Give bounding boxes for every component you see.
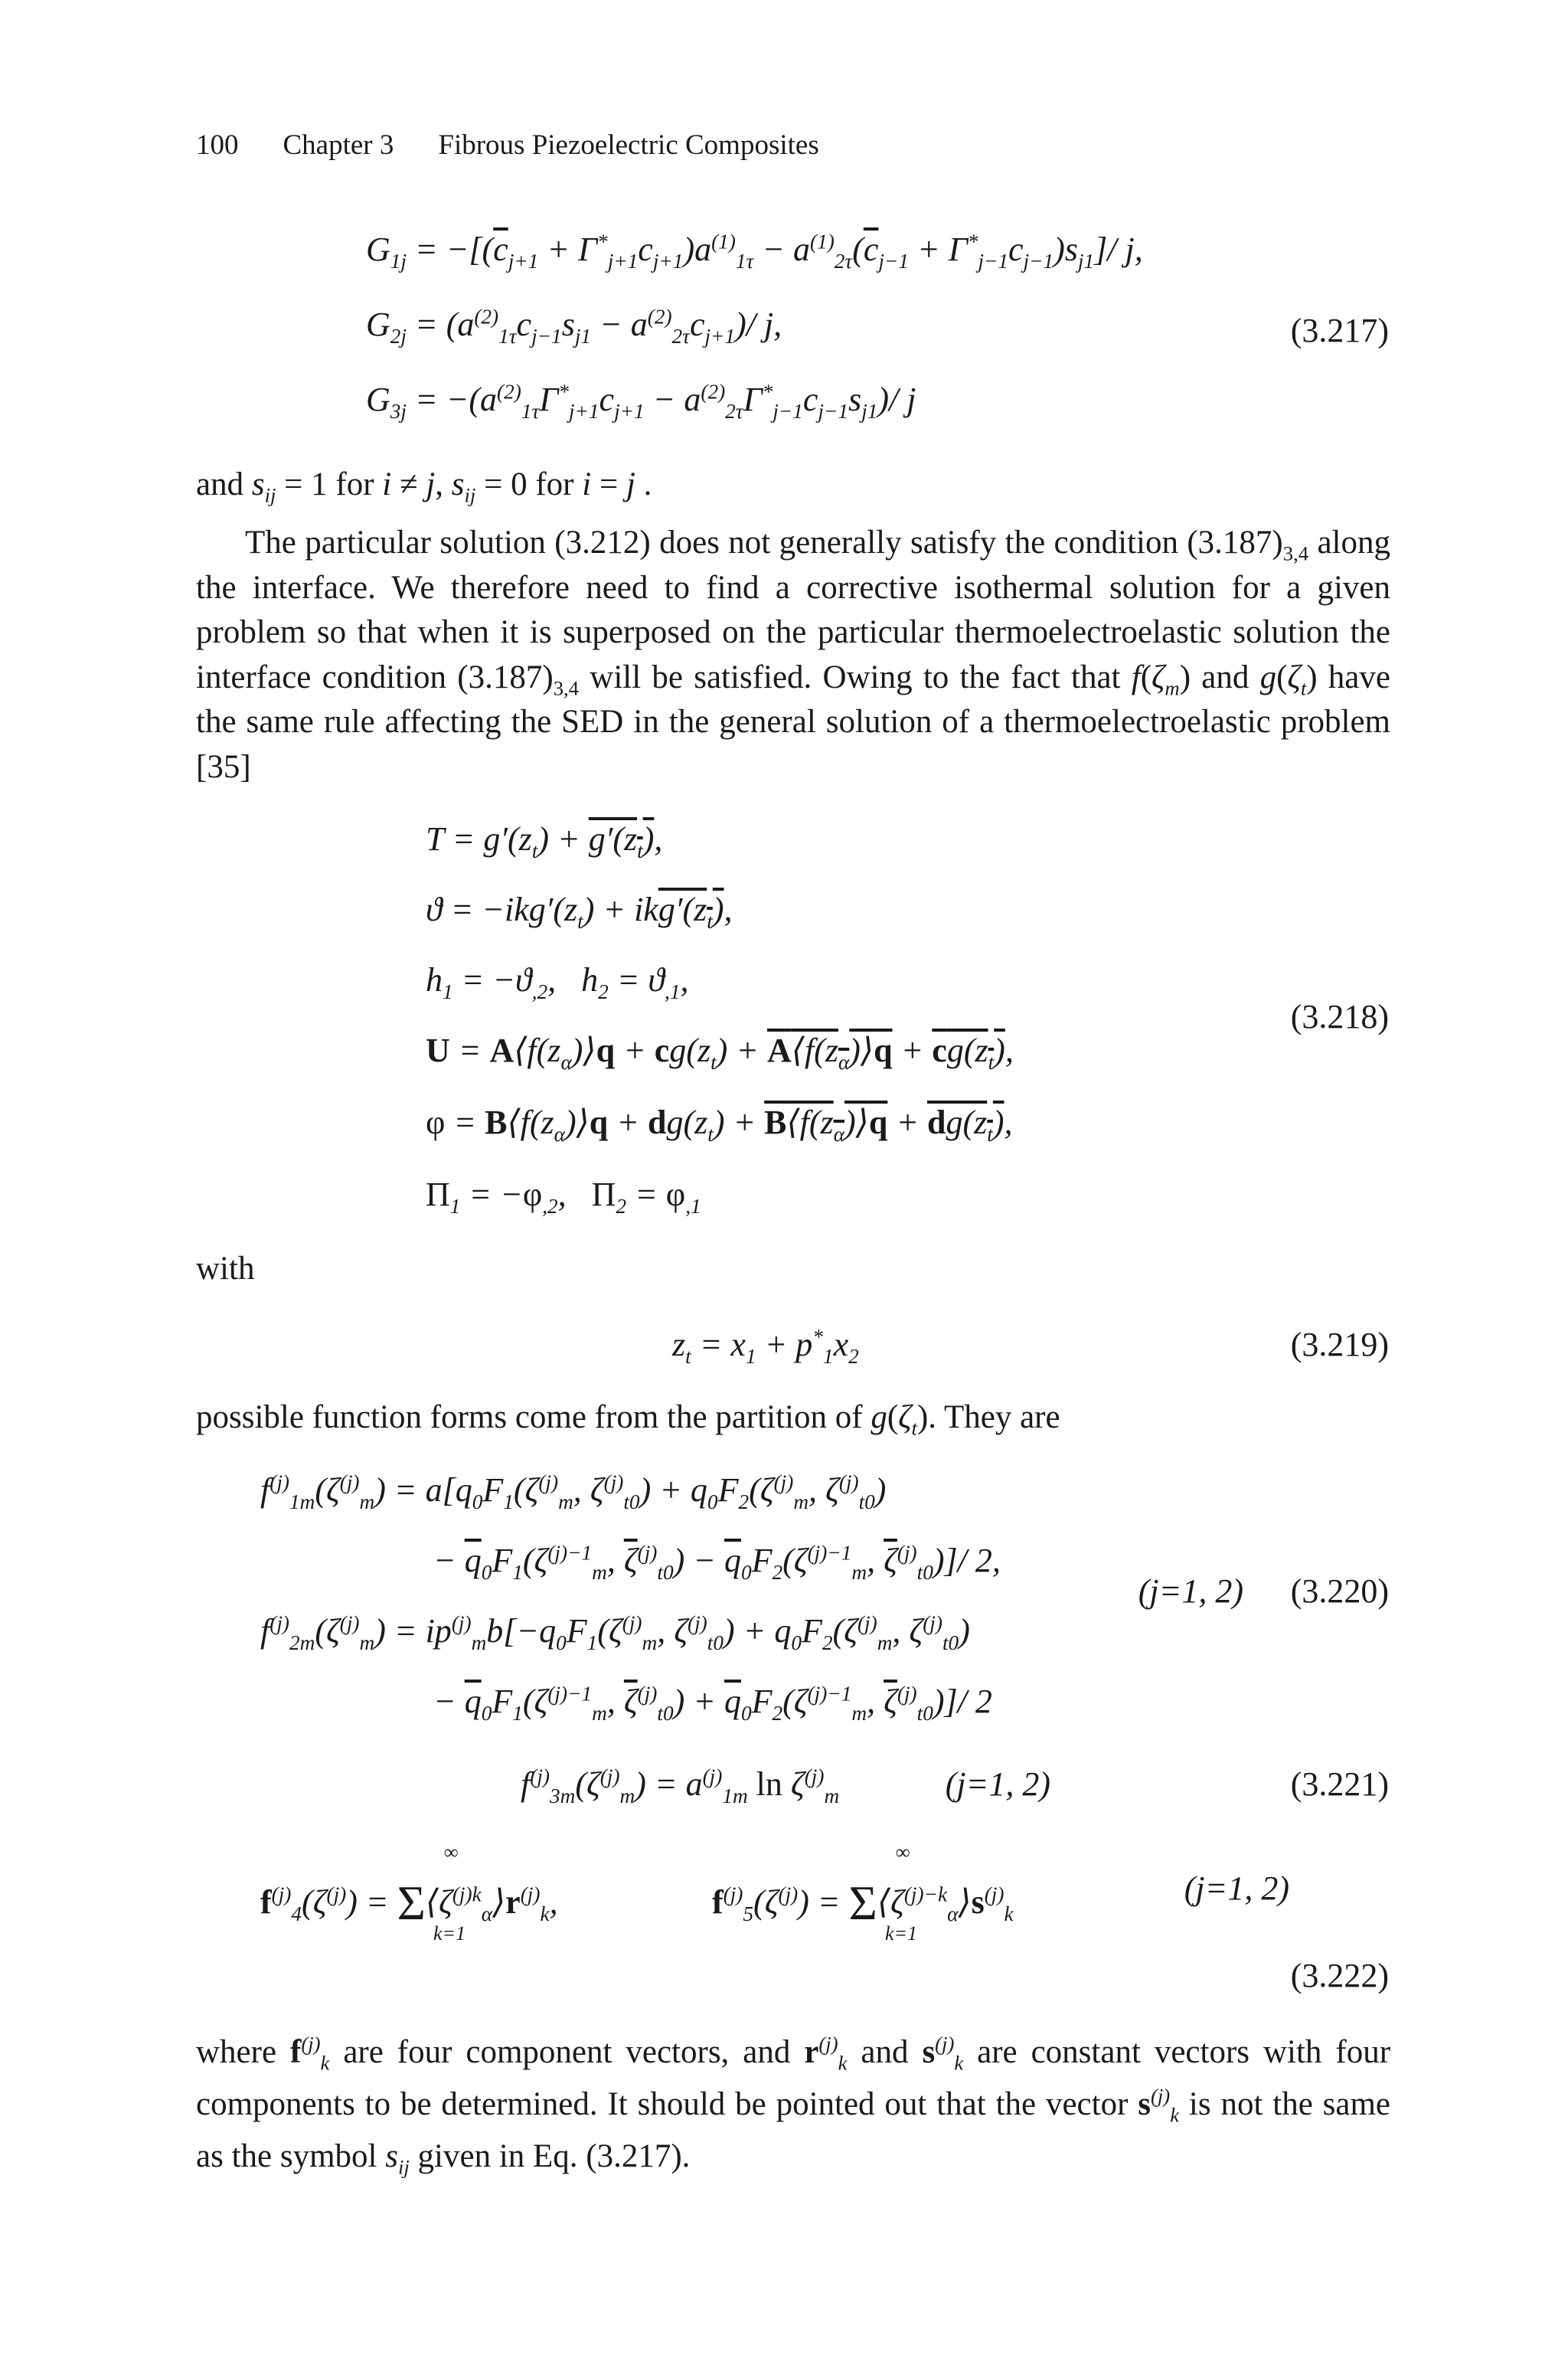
chapter-title: Fibrous Piezoelectric Composites [438, 129, 819, 161]
eq-number-3-220: (3.220) [1290, 1572, 1389, 1610]
page-number: 100 [196, 129, 239, 161]
word-with: with [196, 1251, 255, 1287]
eq-number-3-222: (3.222) [1290, 1957, 1389, 1994]
eq-number-3-221: (3.221) [1290, 1765, 1389, 1803]
eq-condition-3-222: (j=1, 2) [1184, 1869, 1289, 1907]
eq-number-3-217: (3.217) [1290, 312, 1389, 349]
running-header [196, 129, 864, 162]
chapter-label: Chapter 3 [283, 129, 394, 161]
paragraph-interface-condition: The particular solution (3.212) does not generally satisfy the condition $(3.187)_{3,4}$ along the interface. We therefore need to find a corrective isothermal solution for a given problem so that when it is superposed on the particular thermoelectroelastic solution the interface condition $(3.187)_{3,4}$ will be satisfied. Owing to the fact that $f(\zeta_m)$ and $g(\zeta_t)$ have the same rule affecting the SED in the general solution of a thermoelectroelastic problem [35] [196, 525, 1390, 785]
eq-number-3-218: (3.218) [1290, 998, 1389, 1035]
eq-condition-3-220: (j=1, 2) [1138, 1572, 1243, 1610]
and-line: and $s_{ij} = 1$ for i ≠ j, $s_{ij} = 0$ for i = j . [196, 466, 652, 507]
possible-forms-line: possible function forms come from the partition of $g(\zeta_t)$. They are [196, 1399, 1060, 1440]
eq-condition-3-221: (j=1, 2) [945, 1765, 1050, 1803]
eq-number-3-219: (3.219) [1290, 1326, 1389, 1363]
paragraph-vectors: where $f^{(j)}_k$ are four component vectors, and $r^{(j)}_k$ and $s^{(j)}_k$ are constant vectors with four components to be determined. It should be pointed out that the vector $s^{(j)}_k$ is not the same as the symbol $s_{ij}$ given in Eq. (3.217). [196, 2032, 1391, 2179]
